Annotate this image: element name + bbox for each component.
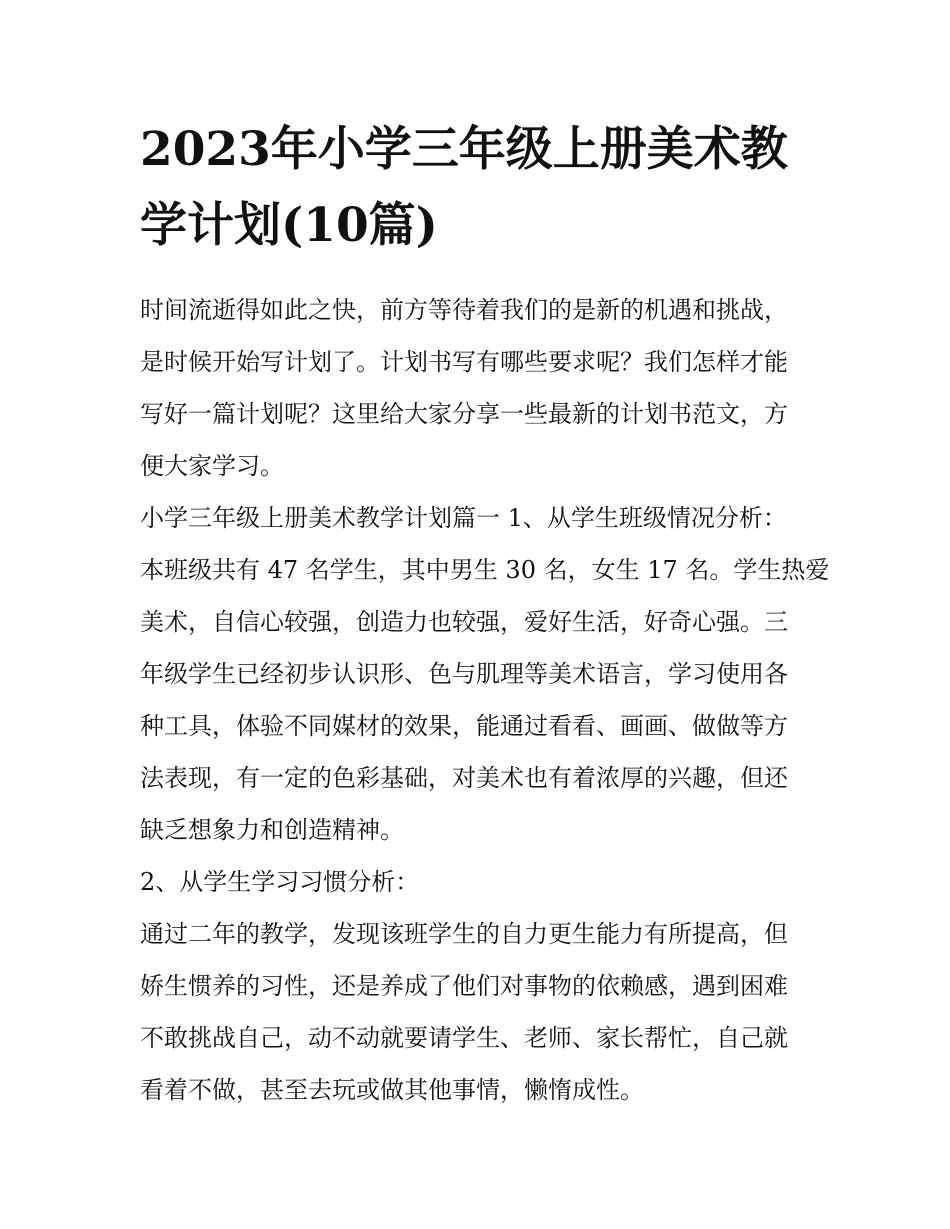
- text-line: 2、从学生学习习惯分析：: [140, 868, 420, 896]
- text-line: 缺乏想象力和创造精神。: [140, 816, 404, 844]
- document-page: [140, 112, 830, 1116]
- text-line: 不敢挑战自己，动不动就要请学生、老师、家长帮忙，自己就: [140, 1024, 788, 1052]
- title-line: 2023年小学三年级上册美术教: [140, 122, 788, 177]
- class-analysis-paragraph: [140, 492, 830, 856]
- text-line: 是时候开始写计划了。计划书写有哪些要求呢？我们怎样才能: [140, 348, 788, 376]
- text-line: 便大家学习。: [140, 452, 284, 480]
- text-line: 写好一篇计划呢？这里给大家分享一些最新的计划书范文，方: [140, 400, 788, 428]
- intro-paragraph: [140, 284, 812, 492]
- section-heading-habits: [140, 856, 812, 908]
- text-line: 时间流逝得如此之快，前方等待着我们的是新的机遇和挑战，: [140, 296, 788, 324]
- title-line: 学计划(10篇): [140, 198, 438, 253]
- text-line: 小学三年级上册美术教学计划篇一 1、从学生班级情况分析：: [140, 504, 787, 532]
- text-line: 看着不做，甚至去玩或做其他事情，懒惰成性。: [140, 1076, 644, 1104]
- text-line: 法表现，有一定的色彩基础，对美术也有着浓厚的兴趣，但还: [140, 764, 788, 792]
- document-title: [140, 112, 812, 264]
- habits-analysis-paragraph: [140, 908, 812, 1116]
- text-line: 年级学生已经初步认识形、色与肌理等美术语言，学习使用各: [140, 660, 788, 688]
- text-line: 美术，自信心较强，创造力也较强，爱好生活，好奇心强。三: [140, 608, 788, 636]
- text-line: 娇生惯养的习性，还是养成了他们对事物的依赖感，遇到困难: [140, 972, 788, 1000]
- text-line: 种工具，体验不同媒材的效果，能通过看看、画画、做做等方: [140, 712, 788, 740]
- text-line: 通过二年的教学，发现该班学生的自力更生能力有所提高，但: [140, 920, 788, 948]
- text-line: 本班级共有 47 名学生，其中男生 30 名，女生 17 名。学生热爱: [140, 556, 830, 584]
